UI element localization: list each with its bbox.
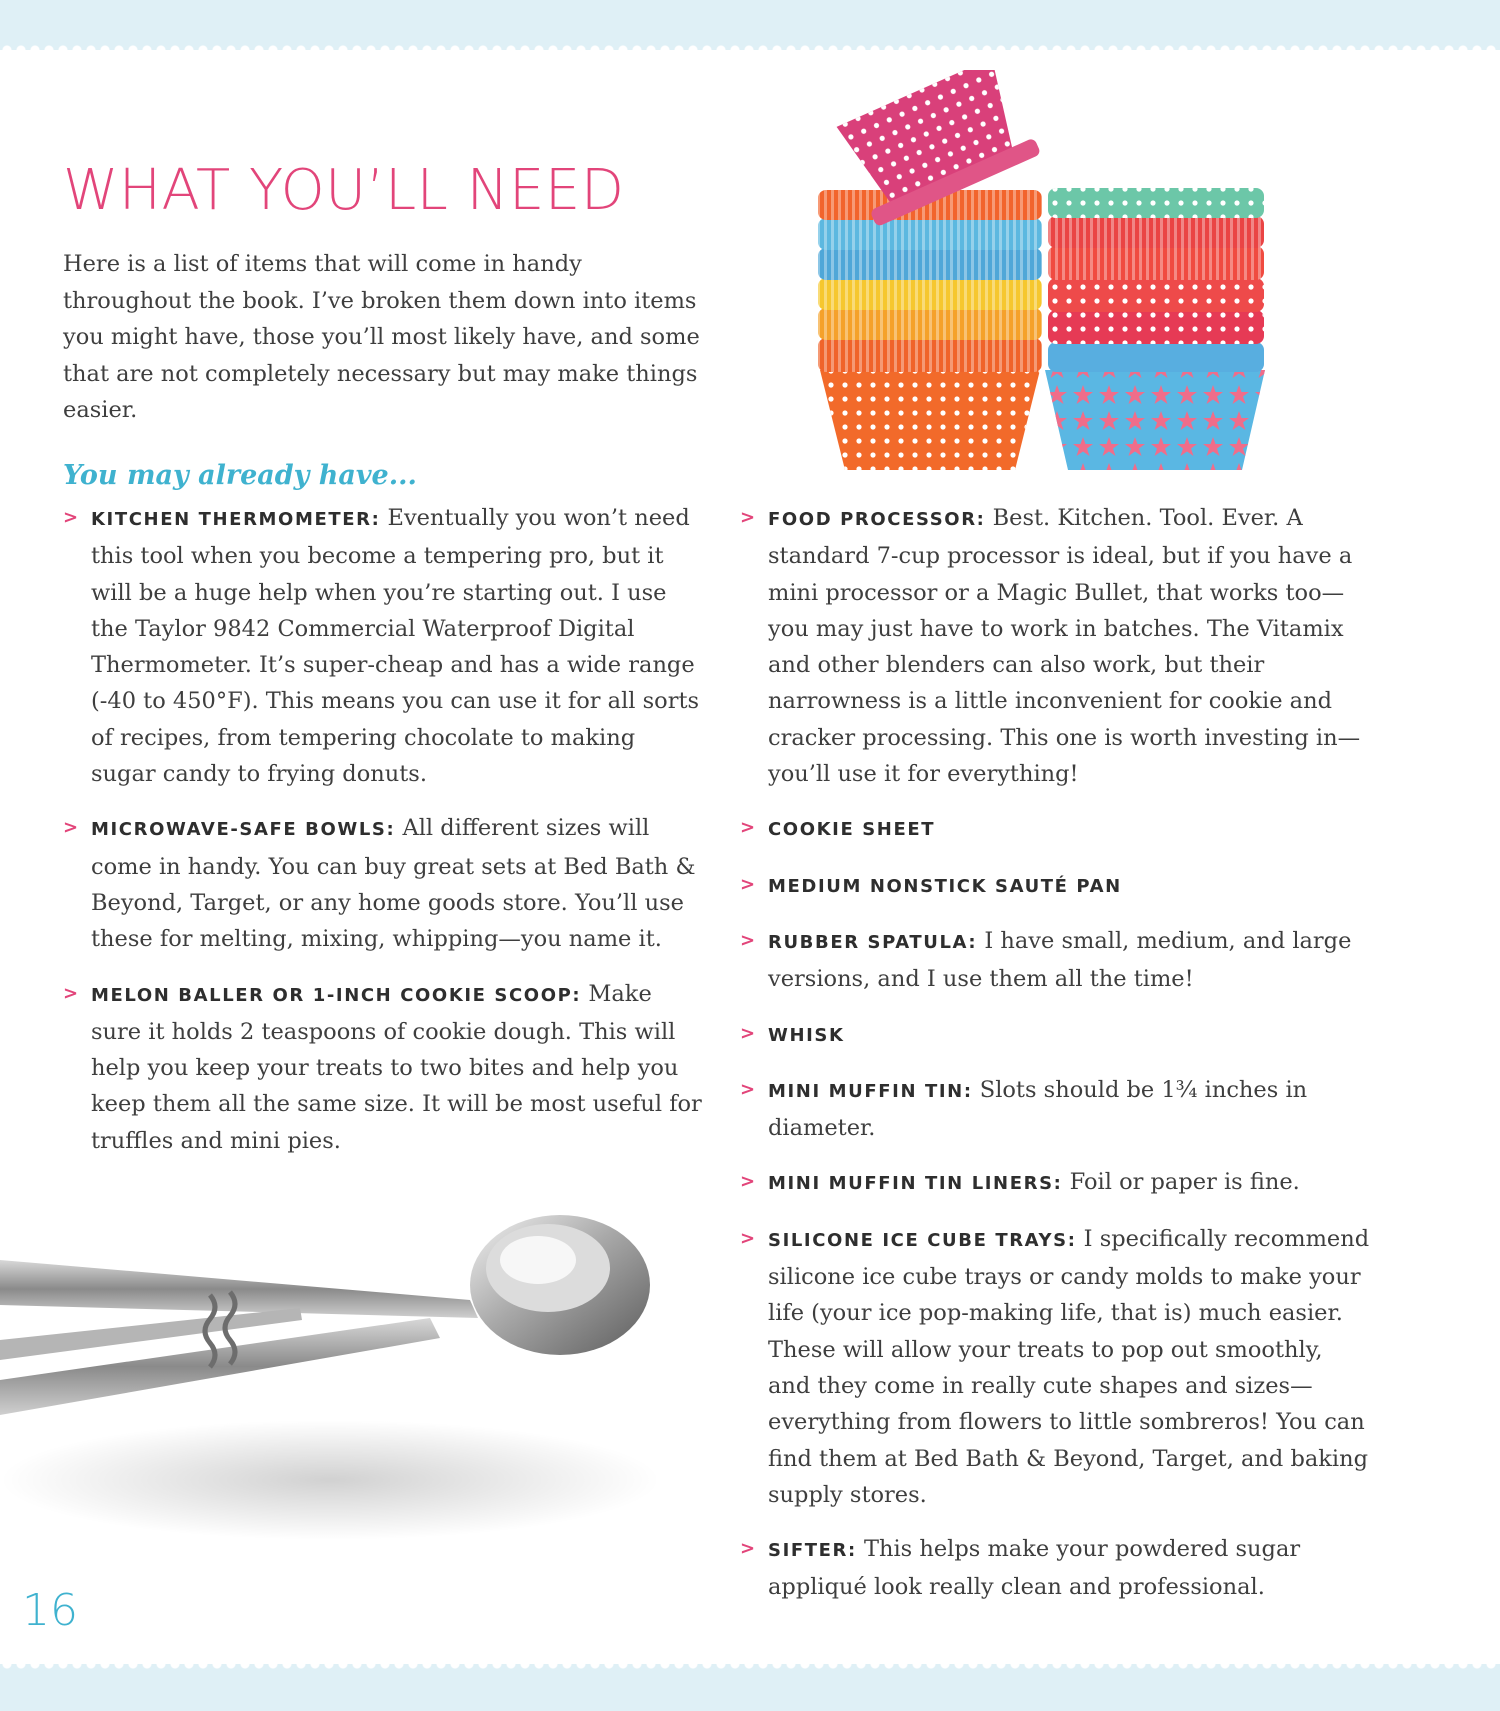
intro-paragraph: Here is a list of items that will come in handy throughout the book. I’ve broken them down into items you might have, those you’ll most likely have, and some that are not completely necessary but may make things easier.	[63, 251, 700, 423]
cookie-scoop-photo	[0, 1190, 680, 1570]
bullet-arrow-icon: >	[63, 817, 79, 839]
list-item-microwave-safe-bowls	[63, 810, 703, 957]
item-term: KITCHEN THERMOMETER:	[91, 509, 381, 530]
item-term: FOOD PROCESSOR:	[768, 509, 986, 530]
bottom-border-band	[0, 1664, 1500, 1711]
item-list-left	[63, 500, 703, 1177]
bullet-arrow-icon: >	[63, 507, 79, 528]
bullet-arrow-icon: >	[740, 1538, 756, 1560]
list-item-sifter	[740, 1531, 1370, 1606]
cupcake-liners-photo	[810, 70, 1270, 480]
page-title: WHAT YOU’LL NEED	[63, 158, 625, 223]
item-text: Eventually you won’t need this tool when you become a tempering pro, but it will be a huge help when you’re starting out. I use the Taylor 9842 Commercial Waterproof Digital Thermometer. It’s super-cheap and has a wide range (-40 to 450°F). This means you can use it for all sorts of recipes, from tempering chocolate to making sugar candy to frying donuts.	[91, 505, 700, 788]
item-text: All different sizes will come in handy. You can buy great sets at Bed Bath & Beyond, Target, or any home goods store. You’ll use these for melting, mixing, whipping—you name it.	[91, 815, 696, 953]
left-liner-stack	[818, 70, 1042, 470]
item-text: I have small, medium, and large versions, and I use them all the time!	[768, 927, 1352, 993]
item-term: MICROWAVE-SAFE BOWLS:	[91, 819, 396, 841]
section-subheading: You may already have...	[63, 460, 417, 491]
list-item-melon-baller	[63, 976, 703, 1159]
item-term: MEDIUM NONSTICK SAUTÉ PAN	[768, 875, 1122, 897]
bullet-arrow-icon: >	[740, 1227, 756, 1249]
item-term: MINI MUFFIN TIN:	[768, 1080, 973, 1102]
bullet-arrow-icon: >	[740, 1078, 756, 1100]
bullet-arrow-icon: >	[740, 1022, 756, 1044]
item-text: Slots should be 1¾ inches in diameter.	[768, 1076, 1308, 1142]
bullet-arrow-icon: >	[740, 929, 756, 951]
item-text: Best. Kitchen. Tool. Ever. A standard 7-cup processor is ideal, but if you have a mini processor or a Magic Bullet, that works too—you may just have to work in batches. The Vitamix and other blenders can also work, but their narrowness is a little inconvenient for cookie and cracker processing. This one is worth investing in—you’ll use it for everything!	[768, 505, 1361, 788]
bullet-arrow-icon: >	[740, 1171, 756, 1193]
item-text: Foil or paper is fine.	[1062, 1169, 1300, 1196]
item-term: RUBBER SPATULA:	[768, 931, 978, 953]
list-item-saute-pan	[740, 867, 1370, 905]
item-text: Make sure it holds 2 teaspoons of cookie dough. This will help you keep your treats to two bites and help you keep them all the same size. It will be most useful for truffles and mini pies.	[91, 980, 702, 1154]
page-number: 16	[22, 1585, 78, 1636]
list-item-mini-muffin-tin	[740, 1072, 1370, 1147]
list-item-silicone-ice-cube-trays	[740, 1221, 1370, 1513]
bullet-arrow-icon: >	[740, 507, 756, 528]
list-item-mini-muffin-tin-liners	[740, 1164, 1370, 1202]
right-liner-stack	[1045, 188, 1265, 470]
item-text: This helps make your powdered sugar appliqué look really clean and professional.	[768, 1536, 1301, 1601]
item-term: COOKIE SHEET	[768, 819, 936, 841]
item-list-right	[740, 500, 1370, 1624]
item-term: SILICONE ICE CUBE TRAYS:	[768, 1229, 1077, 1251]
item-term: MELON BALLER OR 1-INCH COOKIE SCOOP:	[91, 984, 582, 1006]
list-item-whisk	[740, 1016, 1370, 1054]
item-term: SIFTER:	[768, 1540, 857, 1562]
list-item-food-processor	[740, 500, 1370, 792]
top-border-band	[0, 0, 1500, 50]
list-item-cookie-sheet	[740, 810, 1370, 848]
item-term: MINI MUFFIN TIN LINERS:	[768, 1173, 1063, 1195]
list-item-rubber-spatula	[740, 923, 1370, 998]
bullet-arrow-icon: >	[740, 817, 756, 839]
list-item-kitchen-thermometer	[63, 500, 703, 792]
bullet-arrow-icon: >	[740, 873, 756, 895]
item-text: I specifically recommend silicone ice cube trays or candy molds to make your life (your ice pop-making life, that is) much easier. These will allow your treats to pop out smoothly, and they come in really cute shapes and sizes—everything from flowers to little sombreros! You can find them at Bed Bath & Beyond, Target, and baking supply stores.	[768, 1225, 1370, 1508]
bullet-arrow-icon: >	[63, 982, 79, 1004]
item-term: WHISK	[768, 1024, 845, 1046]
